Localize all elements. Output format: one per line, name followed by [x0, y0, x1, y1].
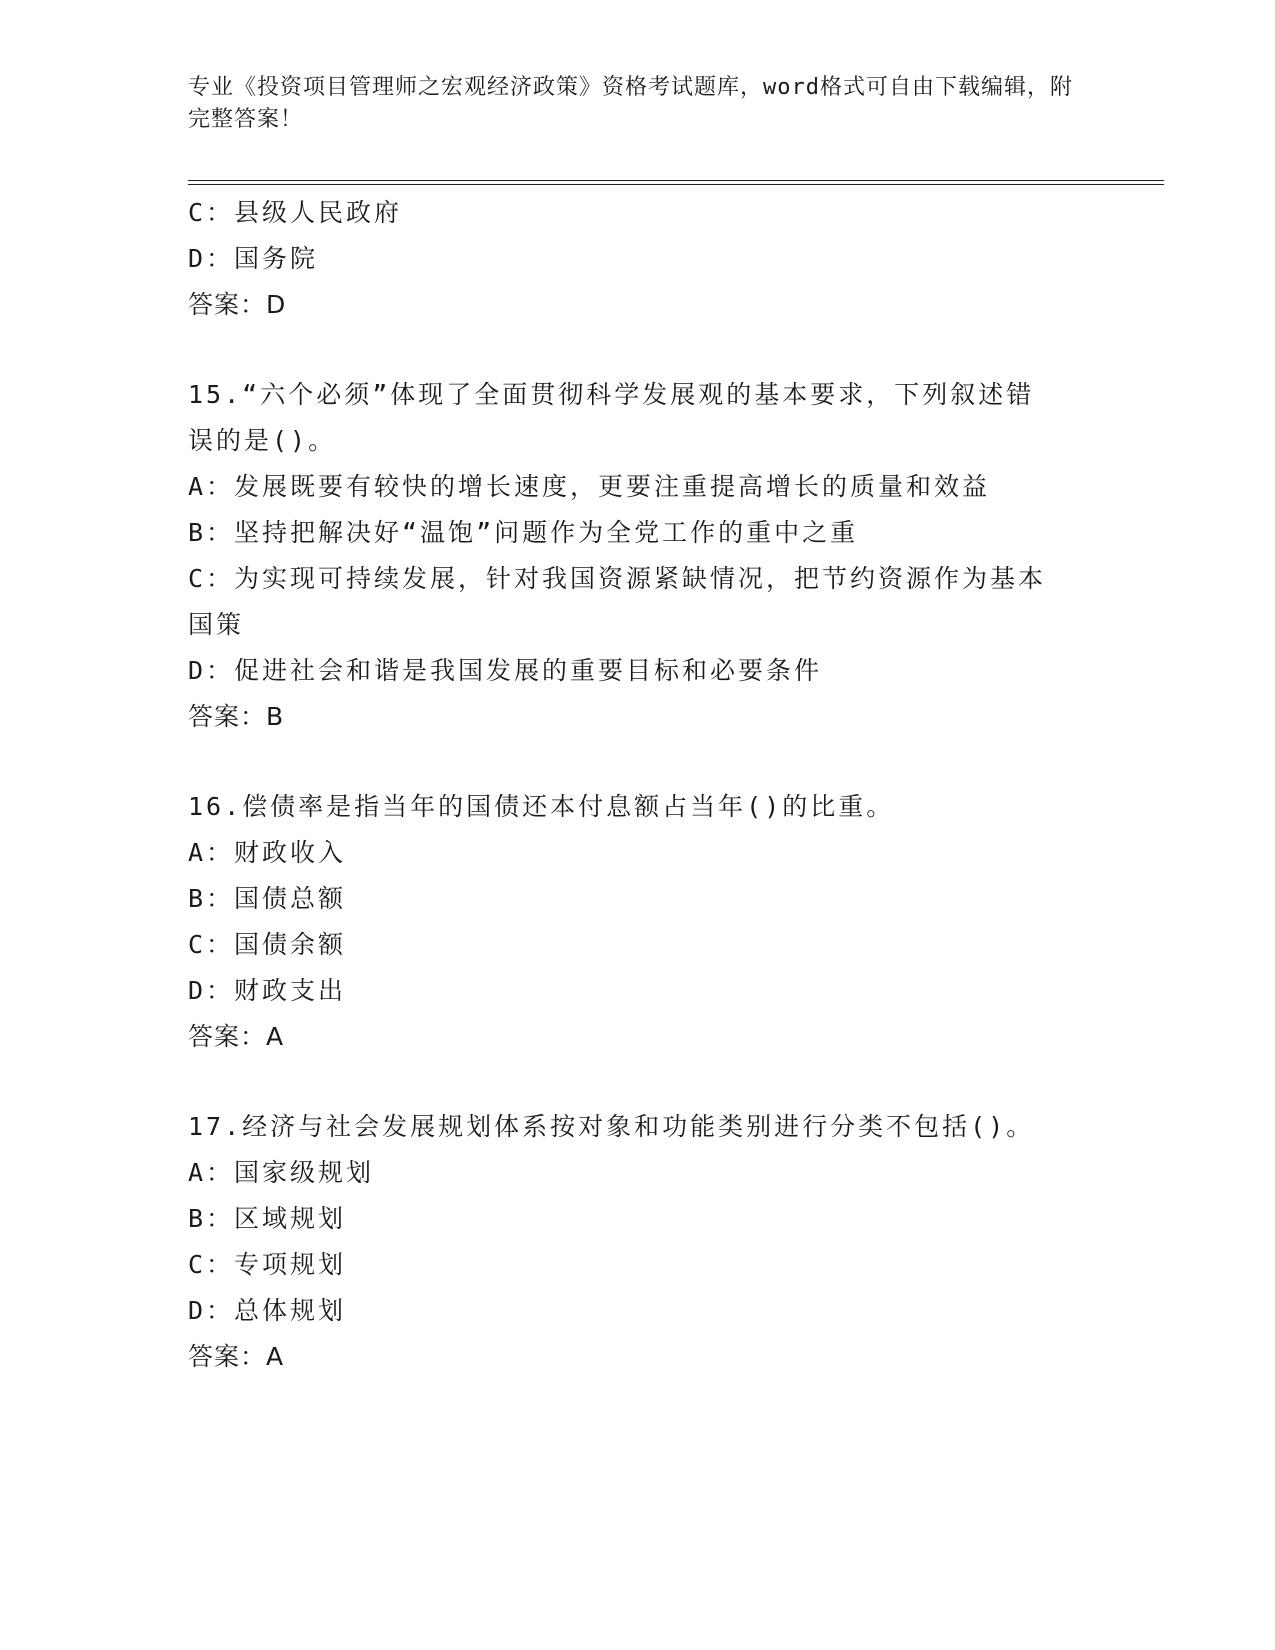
option-c-continued: 国策 [188, 610, 245, 639]
question-16 [188, 784, 1088, 1060]
option-a: A：发展既要有较快的增长速度，更要注重提高增长的质量和效益 [188, 472, 991, 501]
option-c: C：专项规划 [188, 1250, 347, 1279]
question-content [188, 190, 1088, 1380]
answer-line: 答案：A [188, 1022, 285, 1051]
option-b: B：区域规划 [188, 1204, 347, 1233]
answer-line: 答案：A [188, 1342, 285, 1371]
option-a: A：财政收入 [188, 838, 347, 867]
answer-line: 答案：D [188, 290, 287, 319]
question-stem: 15.“六个必须”体现了全面贯彻科学发展观的基本要求，下列叙述错 [188, 380, 1035, 409]
option-d: D：国务院 [188, 244, 319, 273]
option-d: D：财政支出 [188, 976, 347, 1005]
question-17 [188, 1104, 1088, 1380]
question-stem: 误的是()。 [188, 426, 337, 455]
question-stem: 16.偿债率是指当年的国债还本付息额占当年()的比重。 [188, 792, 895, 821]
option-b: B：国债总额 [188, 884, 347, 913]
header-divider [188, 180, 1164, 185]
option-d: D：总体规划 [188, 1296, 347, 1325]
spacer [188, 1060, 1088, 1104]
page-header: 专业《投资项目管理师之宏观经济政策》资格考试题库，word格式可自由下载编辑，附完整答案！ [188, 75, 1073, 132]
option-b: B：坚持把解决好“温饱”问题作为全党工作的重中之重 [188, 518, 859, 547]
option-c: C：国债余额 [188, 930, 347, 959]
option-d: D：促进社会和谐是我国发展的重要目标和必要条件 [188, 656, 823, 685]
option-c: C：为实现可持续发展，针对我国资源紧缺情况，把节约资源作为基本 [188, 564, 1047, 593]
previous-question-tail [188, 190, 1088, 328]
spacer [188, 740, 1088, 784]
answer-line: 答案：B [188, 702, 285, 731]
option-c: C：县级人民政府 [188, 198, 403, 227]
question-15 [188, 372, 1088, 740]
spacer [188, 328, 1088, 372]
question-stem: 17.经济与社会发展规划体系按对象和功能类别进行分类不包括()。 [188, 1112, 1035, 1141]
option-a: A：国家级规划 [188, 1158, 375, 1187]
